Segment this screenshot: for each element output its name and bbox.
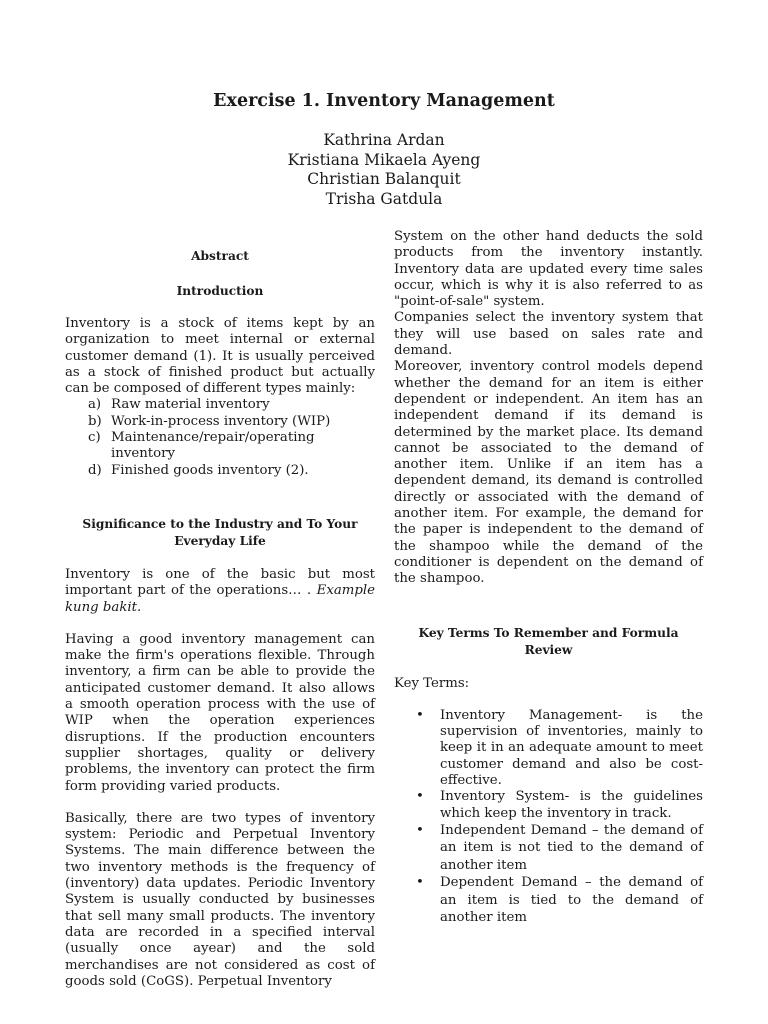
list-marker: c) [88, 430, 101, 446]
list-item [88, 430, 375, 463]
key-term-item [416, 822, 703, 875]
list-marker: b) [88, 413, 102, 429]
system-selection-paragraph: Companies select the inventory system that they will use based on sales rate and demand. [394, 310, 703, 359]
perpetual-system-paragraph: System on the other hand deducts the sold products from the inventory instantly. Inventory data are updated every time sales occur, which is why it is also referred to as "point-of-sale" system. [394, 229, 703, 310]
key-term-item [416, 874, 703, 927]
key-terms-label: Key Terms: [394, 675, 470, 691]
flexibility-paragraph: Having a good inventory management can make the firm's operations flexible. Through inventory, a firm can be able to provide the anticipated customer demand. It also allows a smooth operation process with the use of WIP when the operation experiences disruptions. If the production encounters supplier shortages, quality or delivery problems, the inventory can protect the firm form providing varied products. [65, 631, 375, 794]
significance-heading-line: Everyday Life [174, 534, 266, 549]
list-marker: a) [88, 397, 102, 413]
key-term-item [416, 789, 703, 822]
inline-note: Example kung bakit. [65, 583, 375, 615]
author-name: Kristiana Mikaela Ayeng [287, 150, 481, 169]
intro-paragraph: Inventory is a stock of items kept by an organization to meet internal or external customer demand (1). It is usually perceived as a stock of finished product but actually can be composed of different types mainly: [65, 316, 375, 397]
list-item-text: Work-in-process inventory (WIP) [111, 413, 331, 429]
list-item [88, 414, 375, 430]
author-list [0, 131, 768, 209]
list-item [88, 463, 375, 479]
key-term-text: Inventory Management- is the supervision of inventories, mainly to keep it in an adequate amount to meet customer demand and also be cost-effective. [440, 707, 703, 789]
author-name: Trisha Gatdula [325, 189, 443, 208]
left-column [65, 229, 375, 990]
significance-paragraph [65, 567, 375, 616]
document-title: Exercise 1. Inventory Management [213, 91, 555, 111]
abstract-heading: Abstract [191, 249, 249, 263]
paragraph-text: Inventory is one of the basic but most important part of the operations… . [65, 566, 375, 599]
list-item-text: Finished goods inventory (2). [111, 462, 309, 478]
key-terms-list [394, 708, 703, 927]
key-terms-heading [394, 625, 703, 660]
bullet-icon: • [416, 822, 424, 838]
key-term-item [416, 708, 703, 789]
inventory-types-list [65, 397, 375, 478]
list-item [88, 397, 375, 413]
bullet-icon: • [416, 707, 424, 723]
key-terms-heading-line: Key Terms To Remember and Formula [418, 625, 679, 640]
list-item-text: Maintenance/repair/operating inventory [111, 430, 315, 462]
key-term-text: Dependent Demand – the demand of an item is tied to the demand of another item [440, 875, 703, 926]
bullet-icon: • [416, 789, 424, 805]
demand-paragraph: Moreover, inventory control models depend whether the demand for an item is either dependent or independent. An item has an independent demand if its demand is determined by the market place. Its demand cannot be associated to the demand of another item. Unlike if an item has a dependent demand, its demand is controlled directly or associated with the demand of another item. For example, the demand for the paper is independent to the demand of the shampoo while the demand of the conditioner is dependent on the demand of the shampoo. [394, 359, 703, 587]
significance-heading [65, 516, 375, 551]
right-column [394, 229, 703, 927]
introduction-heading: Introduction [176, 283, 264, 298]
list-marker: d) [88, 462, 102, 478]
inventory-systems-paragraph: Basically, there are two types of inventory system: Periodic and Perpetual Inventory Systems. The main difference between the two inventory methods is the frequency of (inventory) data updates. Periodic Inventory System is usually conducted by businesses that sell many small products. The inventory data are recorded in a specified interval (usually once ayear) and the sold merchandises are not considered as cost of goods sold (CoGS). Perpetual Inventory [65, 810, 375, 989]
list-item-text: Raw material inventory [111, 397, 270, 413]
significance-heading-line: Significance to the Industry and To Your [82, 516, 358, 531]
author-name: Kathrina Ardan [323, 131, 445, 149]
key-term-text: Inventory System- is the guidelines which keep the inventory in track. [440, 789, 703, 821]
author-name: Christian Balanquit [307, 170, 461, 188]
key-terms-heading-line: Review [524, 643, 573, 658]
key-term-text: Independent Demand – the demand of an item is not tied to the demand of another item [440, 822, 703, 873]
bullet-icon: • [416, 875, 424, 891]
